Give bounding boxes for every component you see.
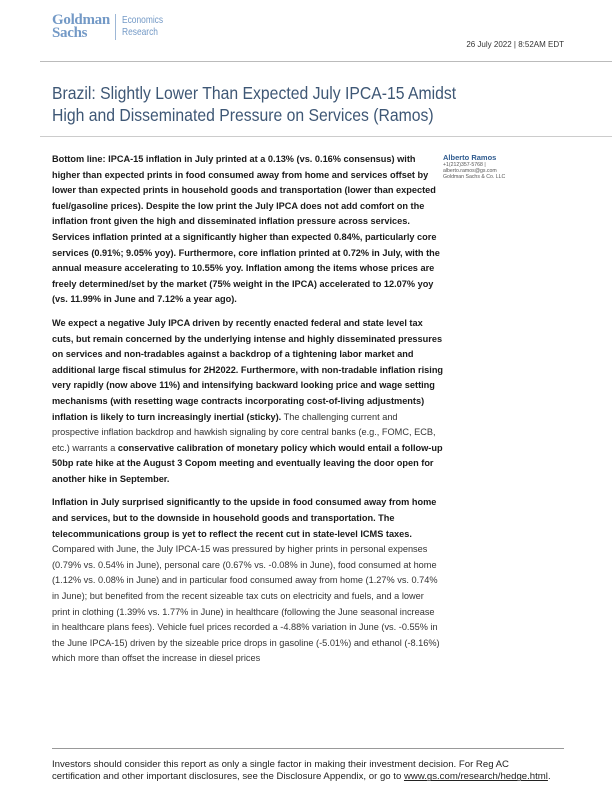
footer-divider [52, 748, 564, 749]
body-text: Compared with June, the July IPCA-15 was pressured by higher prints in personal expenses (0.79% vs. 0.54% in June), personal care (0.67% vs. -0.08% in June), food consumed at home (1.12% vs. 0.08% in June) and in particular food consumed away from home (1.27% vs. 0.74% in June); but benefited from the recent sizeable tax cuts on electricity and fuels, and a lower print in clothing (1.39% vs. 1.77% in June) in healthcare (following the June seasonal increase in healthcare plans fees). Vehicle fuel prices recorded a -4.88% variation in June (vs. -0.55% in the June IPCA-15) driven by the sizeable price drops in gasoline (-5.01%) and ethanol (-8.16%) which more than offset the increase in diesel prices [52, 544, 440, 664]
author-firm: Goldman Sachs & Co. LLC [443, 174, 506, 181]
paragraph [52, 495, 444, 667]
disclosure-text: Investors should consider this report as only a single factor in making their investment decision. For Reg AC certification and other important disclosures, see the Disclosure Appendix, or go to [52, 759, 509, 783]
header-divider [40, 61, 612, 62]
page-title: Brazil: Slightly Lower Than Expected July IPCA-15 Amidst High and Disseminated Pressure on Services (Ramos) [52, 83, 457, 125]
division-line2: Research [121, 26, 158, 38]
bold-text: conservative calibration of monetary policy which would entail a follow-up 50bp rate hike at the August 3 Copom meeting and eventually leaving the door open for another hike in September. [52, 442, 443, 484]
author-block [443, 153, 505, 181]
author-name[interactable]: Alberto Ramos [443, 153, 497, 162]
paragraph [52, 152, 444, 308]
body-text: The challenging current and prospective inflation backdrop and hawkish signaling by core central banks (e.g., FOMC, ECB, etc.) warrants a [52, 411, 436, 453]
author-phone: +1(212)357-5768 | [443, 162, 486, 168]
disclosure-link[interactable]: www.gs.com/research/hedge.html [403, 771, 548, 783]
goldman-sachs-logo [52, 14, 173, 40]
disclosure-footer [52, 759, 552, 784]
division-line1: Economics [121, 14, 164, 26]
disclosure-end: . [547, 771, 551, 783]
publish-date: 26 July 2022 | 8:52AM EDT [466, 40, 564, 49]
bold-text: Inflation in July surprised significantly to the upside in food consumed away from home and services, but to the downside in household goods and transportation. The telecommunications group is yet to reflect the recent cut in state-level ICMS taxes. [52, 497, 437, 539]
logo-line1: Goldman [52, 12, 110, 28]
paragraph [52, 316, 444, 488]
author-email[interactable]: alberto.ramos@gs.com [443, 168, 497, 175]
report-body [52, 152, 444, 675]
bold-text: Bottom line: IPCA-15 inflation in July printed at a 0.13% (vs. 0.16% consensus) with higher than expected prints in food consumed away from home and services offset by lower than expected prints in household goods and transportation (lower than expected fuel/gasoline prices). Despite the low print the July IPCA does not add comfort on the inflation front given the high and disseminated inflation pressure across services. Services inflation printed at a significantly higher than expected 0.84%, particularly core services (0.91%; 9.05% yoy). Furthermore, core inflation printed at 0.72% in July, with the annual measure accelerating to 10.55% yoy. Inflation among the items whose prices are freely determined/set by the market (75% weight in the IPCA) accelerated to 12.07% yoy (vs. 11.99% in June and 7.12% a year ago). [52, 154, 440, 305]
logo-line2: Sachs [52, 25, 88, 41]
title-divider [40, 136, 612, 137]
logo-divider [115, 14, 116, 40]
bold-text: We expect a negative July IPCA driven by recently enacted federal and state level tax cuts, but remain concerned by the underlying intense and highly disseminated pressures on services and non-tradables against a backdrop of a tightening labor market and additional large fiscal stimulus for 2H2022. Furthermore, with non-tradable inflation rising very rapidly (now above 11%) and intensifying backward looking price and wage setting mechanisms (with resetting wage contracts incorporating cost-of-living adjustments) inflation is likely to turn increasingly inertial (sticky). [52, 317, 444, 422]
